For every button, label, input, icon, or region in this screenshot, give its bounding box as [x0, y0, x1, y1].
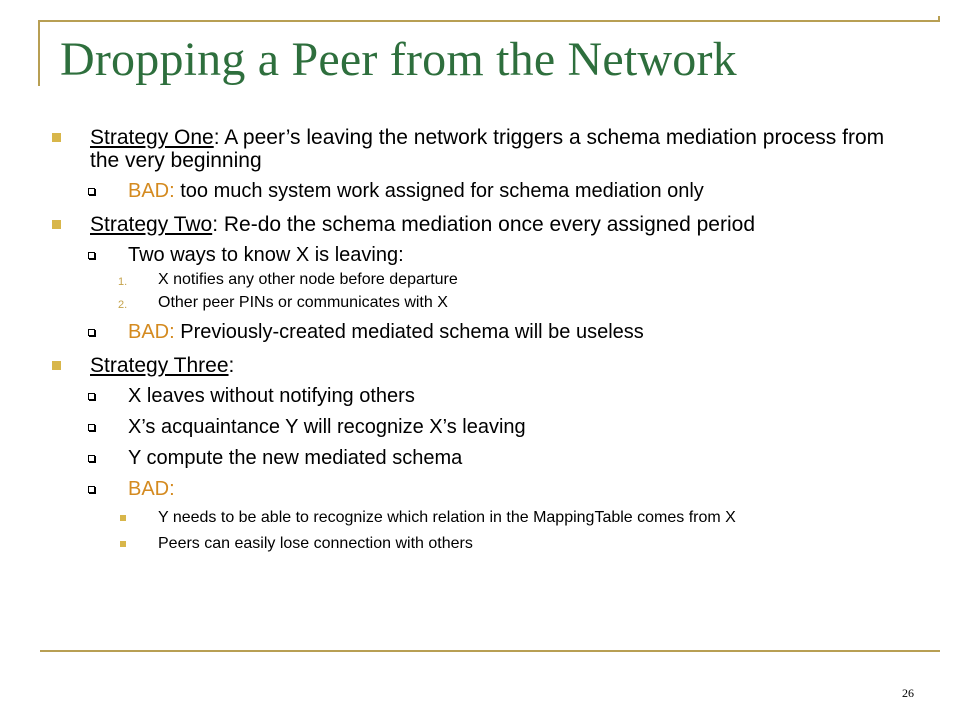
strategy-two-bullet — [48, 213, 908, 236]
strategy-three-text: : — [228, 354, 235, 377]
numbered-item — [48, 270, 908, 290]
strategy-three-item — [48, 446, 908, 470]
bad-label: BAD: — [128, 478, 175, 500]
item-number: 2. — [118, 299, 128, 311]
strategy-three-label: Strategy Three — [90, 354, 229, 377]
frame-left-rule — [38, 20, 40, 86]
bad-point — [48, 509, 908, 527]
strategy-two-label: Strategy Two — [90, 213, 213, 236]
bad-text: Previously-created mediated schema will be useless — [174, 321, 644, 343]
bad-label: BAD: — [128, 321, 175, 343]
item-text: Other peer PINs or communicates with X — [158, 294, 448, 311]
slide-body — [48, 126, 908, 553]
bad-text: too much system work assigned for schema mediation only — [174, 180, 704, 202]
item-text: X’s acquaintance Y will recognize X’s leaving — [128, 416, 526, 438]
strategy-two-sub — [48, 243, 908, 267]
hollow-square-bullet-icon — [88, 188, 95, 195]
small-square-bullet-icon — [120, 541, 126, 547]
item-text: X leaves without notifying others — [128, 385, 415, 407]
hollow-square-bullet-icon — [88, 393, 95, 400]
square-bullet-icon — [52, 220, 61, 229]
item-text: Y compute the new mediated schema — [128, 447, 463, 469]
bad-point — [48, 535, 908, 553]
numbered-item — [48, 293, 908, 313]
frame-right-tick — [938, 16, 940, 22]
strategy-two-text: : Re-do the schema mediation once every assigned period — [212, 213, 755, 236]
strategy-one-bullet — [48, 126, 908, 172]
square-bullet-icon — [52, 361, 61, 370]
small-square-bullet-icon — [120, 515, 126, 521]
item-text: X notifies any other node before departure — [158, 271, 458, 288]
strategy-three-item — [48, 384, 908, 408]
hollow-square-bullet-icon — [88, 455, 95, 462]
strategy-three-bullet — [48, 354, 908, 377]
strategy-two-bad — [48, 320, 908, 344]
bad-label: BAD: — [128, 180, 175, 202]
bad-point-text: Y needs to be able to recognize which relation in the MappingTable comes from X — [158, 509, 736, 526]
hollow-square-bullet-icon — [88, 424, 95, 431]
page-number: 26 — [902, 686, 914, 700]
strategy-one-bad — [48, 179, 908, 203]
sub-text: Two ways to know X is leaving: — [128, 244, 404, 266]
strategy-one-text: : A peer’s leaving the network triggers a schema mediation process from the very beginning — [90, 126, 885, 172]
square-bullet-icon — [52, 133, 61, 142]
item-number: 1. — [118, 276, 128, 288]
frame-top-rule — [40, 20, 940, 22]
strategy-three-item — [48, 415, 908, 439]
hollow-square-bullet-icon — [88, 486, 95, 493]
bad-point-text: Peers can easily lose connection with others — [158, 535, 473, 552]
hollow-square-bullet-icon — [88, 252, 95, 259]
slide-title: Dropping a Peer from the Network — [60, 33, 737, 86]
frame-bottom-rule — [40, 650, 940, 652]
strategy-three-bad — [48, 477, 908, 501]
hollow-square-bullet-icon — [88, 329, 95, 336]
strategy-one-label: Strategy One — [90, 126, 214, 149]
